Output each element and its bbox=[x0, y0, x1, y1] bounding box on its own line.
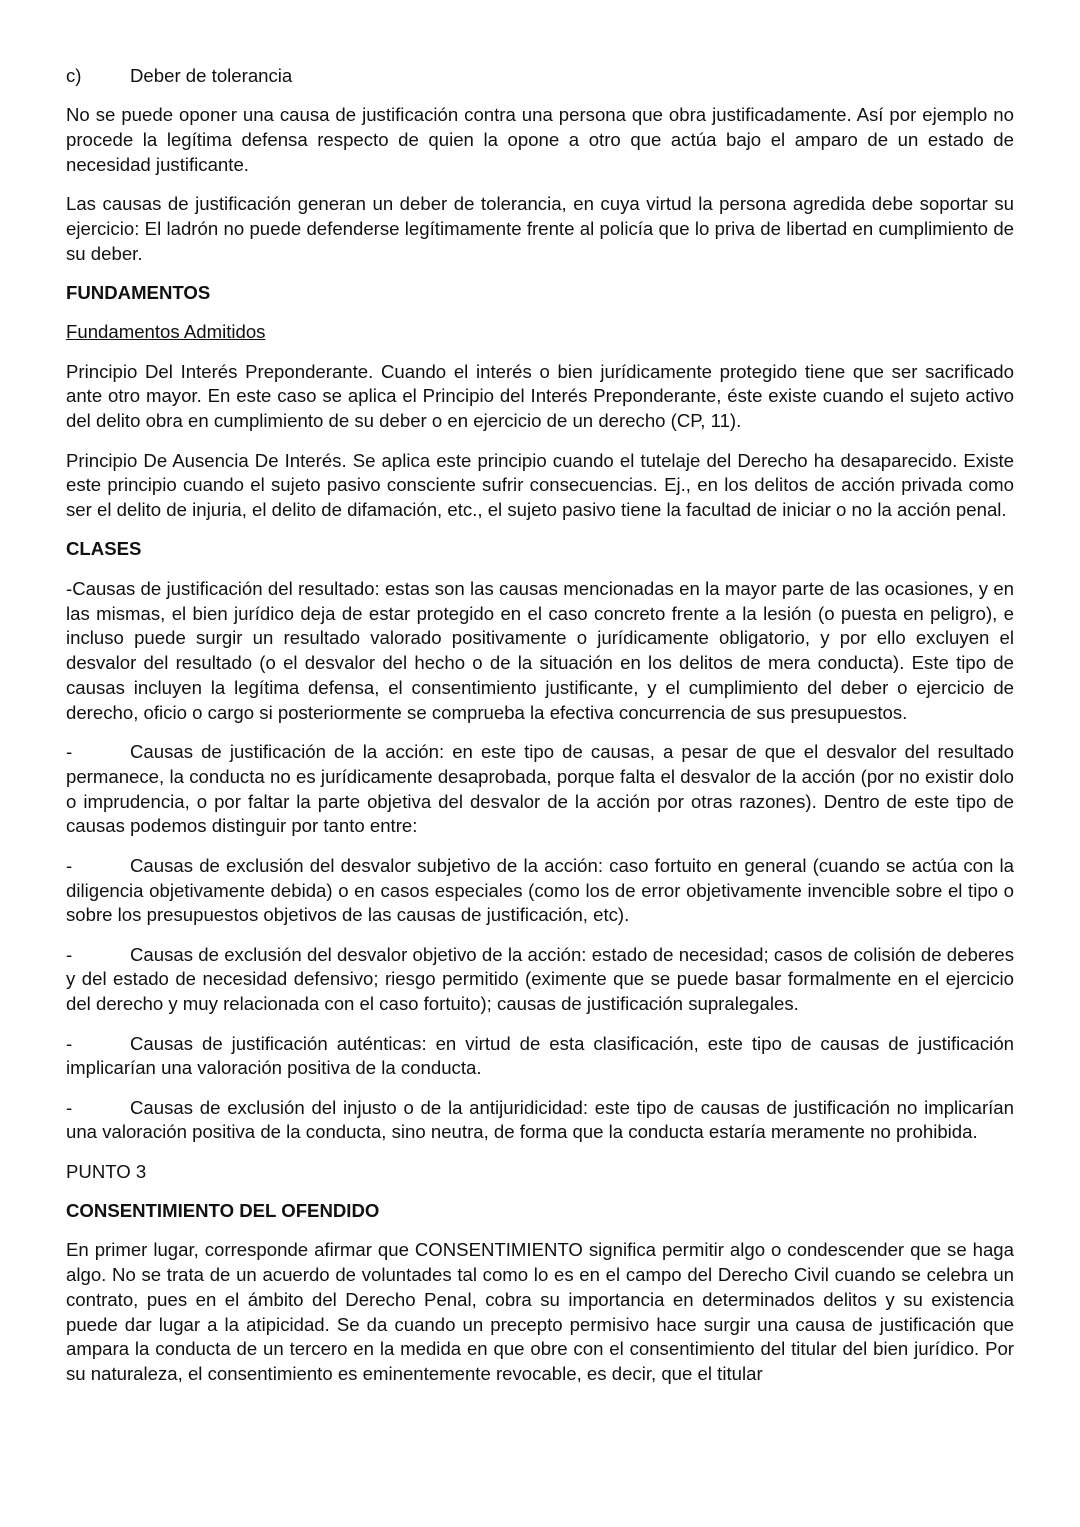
heading-fundamentos: FUNDAMENTOS bbox=[66, 282, 211, 304]
list-item-text: Causas de exclusión del desvalor subjetivo de la acción: caso fortuito en general (cuando se actúa con la diligencia objetivamente debida) o en casos especiales (como los de error objetivamente invencible sobre el tipo o sobre los presupuestos objetivos de las causas de justificación, etc). bbox=[66, 854, 1014, 926]
list-dash: - bbox=[66, 943, 73, 965]
subsection-heading bbox=[66, 64, 1014, 89]
list-dash: - bbox=[66, 1032, 73, 1054]
list-item-text: Causas de exclusión del desvalor objetivo de la acción: estado de necesidad; casos de colisión de deberes y del estado de necesidad defensivo; riesgo permitido (eximente que se puede basar formalmente en el ejercicio del derecho y muy relacionada con el caso fortuito); causas de justificación supralegales. bbox=[66, 943, 1014, 1015]
subheading-fundamentos-admitidos: Fundamentos Admitidos bbox=[66, 321, 266, 343]
paragraph-tolerancia-2: Las causas de justificación generan un deber de tolerancia, en cuya virtud la persona agredida debe soportar su ejercicio: El ladrón no puede defenderse legítimamente frente al policía que lo priva de libertad en cumplimiento de su deber. bbox=[66, 193, 1014, 264]
list-item-text: Causas de justificación auténticas: en virtud de esta clasificación, este tipo de causas de justificación implicarían una valoración positiva de la conducta. bbox=[66, 1032, 1014, 1079]
list-item bbox=[66, 1096, 1014, 1146]
list-item bbox=[66, 943, 1014, 1017]
list-dash: - bbox=[66, 854, 73, 876]
subsection-title: Deber de tolerancia bbox=[130, 65, 293, 86]
paragraph-ausencia-interes: Principio De Ausencia De Interés. Se aplica este principio cuando el tutelaje del Derecho ha desaparecido. Existe este principio cuando el sujeto pasivo consciente sufrir consecuencias. Ej., en los delitos de acción privada como ser el delito de injuria, el delito de difamación, etc., el sujeto pasivo tiene la facultad de iniciar o no la acción penal. bbox=[66, 449, 1014, 521]
document-page bbox=[66, 64, 1014, 1387]
list-dash: - bbox=[66, 1096, 73, 1118]
list-item bbox=[66, 740, 1014, 839]
paragraph-tolerancia-1: No se puede oponer una causa de justificación contra una persona que obra justificadamente. Así por ejemplo no procede la legítima defensa respecto de quien la opone a otro que actúa bajo el amparo de un estado de necesidad justificante. bbox=[66, 104, 1014, 175]
paragraph-interes-preponderante: Principio Del Interés Preponderante. Cuando el interés o bien jurídicamente protegido tiene que ser sacrificado ante otro mayor. En este caso se aplica el Principio del Interés Preponderante, éste existe cuando el sujeto activo del delito obra en cumplimiento de su deber o en ejercicio de un derecho (CP, 11). bbox=[66, 360, 1014, 432]
list-item-text: Causas de justificación de la acción: en este tipo de causas, a pesar de que el desvalor del resultado permanece, la conducta no es jurídicamente desaprobada, porque falta el desvalor de la acción (por no existir dolo o imprudencia, o por faltar la parte objetiva del desvalor de la acción por otras razones). Dentro de este tipo de causas podemos distinguir por tanto entre: bbox=[66, 741, 1014, 837]
punto-label: PUNTO 3 bbox=[66, 1160, 147, 1182]
subsection-label: c) bbox=[66, 65, 82, 86]
list-item bbox=[66, 1032, 1014, 1082]
paragraph-causas-resultado: -Causas de justificación del resultado: estas son las causas mencionadas en la mayor parte de las ocasiones, y en las mismas, el bien jurídico deja de estar protegido en el caso concreto frente a la lesión (o puesta en peligro), e incluso puede surgir un resultado valorado positivamente o jurídicamente obligatorio, y por ello excluyen el desvalor del resultado (o el desvalor del hecho o de la situación en los delitos de mera conducta). Este tipo de causas incluyen la legítima defensa, el consentimiento justificante, y el cumplimiento del deber o ejercicio de derecho, oficio o cargo si posteriormente se comprueba la efectiva concurrencia de sus presupuestos. bbox=[66, 577, 1014, 723]
heading-consentimiento: CONSENTIMIENTO DEL OFENDIDO bbox=[66, 1199, 380, 1221]
list-item bbox=[66, 854, 1014, 928]
list-dash: - bbox=[66, 741, 73, 763]
paragraph-consentimiento: En primer lugar, corresponde afirmar que CONSENTIMIENTO significa permitir algo o condescender que se haga algo. No se trata de un acuerdo de voluntades tal como lo es en el campo del Derecho Civil cuando se celebra un contrato, pues en el ámbito del Derecho Penal, cobra su importancia en determinados delitos y su existencia puede dar lugar a la atipicidad. Se da cuando un precepto permisivo hace surgir una causa de justificación que ampara la conducta de un tercero en la medida en que obre con el consentimiento del titular del bien jurídico. Por su naturaleza, el consentimiento es eminentemente revocable, es decir, que el titular bbox=[66, 1239, 1014, 1385]
heading-clases: CLASES bbox=[66, 538, 142, 560]
list-item-text: Causas de exclusión del injusto o de la antijuridicidad: este tipo de causas de justificación no implicarían una valoración positiva de la conducta, sino neutra, de forma que la conducta estaría meramente no prohibida. bbox=[66, 1096, 1014, 1143]
